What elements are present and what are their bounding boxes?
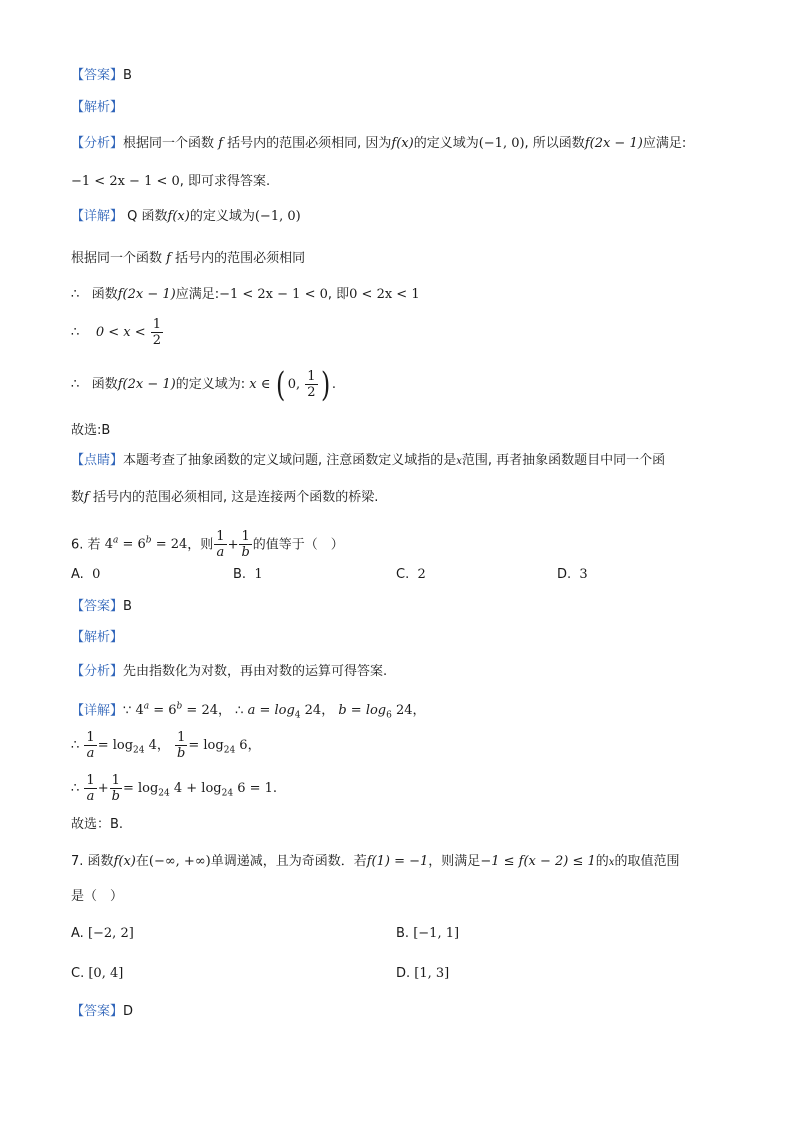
q7-choice-b[interactable] [396,924,459,944]
numerator: 1 [110,773,122,789]
math-part: = 6 [149,703,177,719]
math-part: = 24， [182,703,231,719]
therefore-symbol: ∴ [71,738,80,753]
fraction [175,730,187,761]
math-part: 4 [135,703,144,719]
math-part: 4 [104,537,113,553]
math-x: x [608,857,615,868]
math-inequality: 0 < x < [95,325,146,340]
denominator: a [86,789,95,804]
q6-fenxi [71,662,387,682]
fraction [110,773,122,804]
q7-choice-a[interactable] [71,924,134,944]
math-equation [97,738,170,756]
math-f: f [218,136,223,151]
math-equation [105,537,188,552]
xiangjie-tag: 【详解】 [71,209,124,224]
q6-choice-a[interactable] [71,565,100,585]
right-paren: ) [320,364,330,405]
math-domain: (−1, 0) [478,136,525,151]
question-text: 的 [595,854,609,869]
therefore-symbol: ∴ [71,325,80,340]
xiangjie-text: 的定义域为 [189,209,255,224]
math-equation [247,703,335,721]
fenxi-tag: 【分析】 [71,136,124,151]
answer-value: B [123,68,132,83]
math-part: 6 = 1. [233,781,278,796]
answer-tag: 【答案】 [71,599,124,614]
math-exponent: a [143,702,150,712]
fraction [239,529,251,560]
choice-label: A. [71,567,84,582]
question-text: ，则 [187,537,214,553]
q6-step2 [71,729,261,768]
denominator: b [241,545,250,561]
choice-value: 0 [92,567,101,582]
math-part: 24， [300,703,335,719]
choice-label: C. [396,567,410,582]
denominator: b [111,789,120,804]
fenxi-text: 根据同一个函数 [123,136,215,151]
q5-select [71,421,110,441]
choice-label: B. [233,567,247,582]
because-symbol: ∵ [123,703,132,719]
numerator: 1 [239,529,251,545]
numerator: 1 [307,369,316,384]
q6-stem [71,524,344,562]
fenxi-text: , 即可求得答案. [179,174,271,189]
math-f2x: f(2x − 1) [584,136,643,151]
choice-label: D. [396,966,411,981]
math-inequality: −1 ≤ f(x − 2) ≤ 1 [480,854,596,869]
question-number: 7. [71,854,84,869]
select-text: 故选:B [71,423,111,438]
q5-analysis-heading [71,98,123,118]
q7-answer [71,1002,133,1022]
question-text: ，则满足 [428,854,481,869]
dianjing-text: 本题考查了抽象函数的定义域问题, 注意函数定义域指的是 [123,453,457,468]
fenxi-tag: 【分析】 [71,664,124,679]
choice-value: 2 [417,567,426,582]
math-fx: f(x) [113,854,136,869]
fraction [214,529,226,560]
fraction [305,369,317,400]
q7-choice-c[interactable] [71,964,123,984]
math-inequality: −1 < 2x − 1 < 0 [219,287,328,302]
answer-value: D [123,1004,134,1019]
analysis-tag: 【解析】 [71,100,124,115]
fenxi-text: 应满足: [642,136,687,151]
question-text: 若 [87,537,101,553]
choice-label: A. [71,926,84,941]
math-fx: f(x) [391,136,414,151]
choice-value: 3 [579,567,588,582]
question-text: 函数 [87,854,114,869]
q6-xiangjie [71,697,426,726]
q5-step3 [71,316,164,350]
log-base: 4 [294,710,301,721]
step-text: 应满足: [175,287,220,302]
math-f2x: f(2x − 1) [117,287,176,302]
math-equation [122,781,278,799]
plus-sign: + [97,781,109,796]
denominator: 2 [307,385,316,400]
therefore-symbol: ∴ [235,703,244,719]
choice-value: [−1, 1] [413,926,460,941]
choice-value: [1, 3] [414,966,450,981]
numerator: 1 [216,529,225,545]
q7-stem-line2 [71,887,123,907]
math-domain: (−1, 0) [254,209,301,224]
denominator: b [177,746,186,761]
step-text: 函数 [91,377,118,392]
fenxi-text: 括号内的范围必须相同, 因为 [227,136,392,151]
answer-value: B [123,599,132,614]
math-part: a = log [247,703,295,719]
fenxi-text: 先由指数化为对数，再由对数的运算可得答案. [123,664,388,679]
choice-value: 1 [254,567,263,582]
q6-choice-d[interactable] [557,565,588,585]
q5-fenxi-line1 [71,134,686,154]
period: . [331,377,336,392]
fenxi-text: , 所以函数 [524,136,585,151]
q7-stem-line1 [71,852,679,873]
math-part: 4， [144,738,170,753]
q7-choice-d[interactable] [396,964,449,984]
math-fx: f(x) [167,209,190,224]
xiangjie-tag: 【详解】 [71,703,124,719]
answer-tag: 【答案】 [71,1004,124,1019]
choice-label: B. [396,926,410,941]
q6-step3 [71,772,277,811]
step-text: , 即 [327,287,350,302]
dianjing-text: 数 [71,490,85,505]
q5-step-same [71,249,305,269]
analysis-tag: 【解析】 [71,630,124,645]
fraction [151,317,163,348]
log-base: 24 [221,788,234,799]
question-text: 单调递减，且为奇函数．若 [210,854,367,869]
dianjing-text: 范围, 再者抽象函数题目中同一个函 [461,453,666,468]
therefore-symbol: ∴ [71,377,80,392]
answer-tag: 【答案】 [71,68,124,83]
numerator: 1 [175,730,187,746]
math-part: = log [188,738,224,753]
numerator: 1 [86,730,95,745]
numerator: 1 [152,317,162,332]
math-part: 6， [235,738,261,753]
q5-fenxi-line2 [71,172,270,192]
log-base: 6 [386,710,392,721]
math-f1: f(1) = −1 [366,854,429,869]
math-f: f [166,251,171,266]
step-text: 函数 [91,287,118,302]
math-f2x: f(2x − 1) [117,377,176,392]
math-x-in: x ∈ [249,377,271,392]
fenxi-text: 的定义域为 [413,136,479,151]
dianjing-tag: 【点睛】 [71,453,124,468]
fraction [84,730,96,761]
math-zero: 0, [287,377,301,392]
question-number: 6. [71,537,84,553]
math-x: x [456,456,462,467]
math-equation [338,703,426,721]
numerator: 1 [86,773,95,788]
q5-answer [71,66,132,86]
because-symbol: Q [127,209,138,224]
math-part: = 6 [118,537,146,553]
q5-dianjing-line2 [71,488,378,508]
math-part: = log [97,738,134,753]
math-exponent: b [176,702,183,712]
math-inequality: 0 < 2x < 1 [349,287,420,302]
math-part: 24， [391,703,426,719]
log-base: 24 [223,745,236,756]
select-text: 故选：B. [71,817,124,832]
math-interval: (−∞, +∞) [148,854,211,869]
q6-choice-b[interactable] [233,565,263,585]
step-text: 根据同一个函数 [71,251,163,266]
question-text: 是（ ） [71,889,124,904]
question-text: 的取值范围 [614,854,680,869]
q6-select [71,815,123,835]
q6-analysis-heading [71,628,123,648]
math-part: 4 + log [169,781,222,796]
math-f: f [84,490,89,505]
math-part: = 24 [151,537,188,553]
q6-choice-c[interactable] [396,565,426,585]
fraction [84,773,96,804]
choice-label: D. [557,567,572,582]
xiangjie-text: 函数 [141,209,168,224]
left-paren: ( [276,364,286,405]
q6-answer [71,597,132,617]
math-part: = log [122,781,159,796]
q5-dianjing-line1 [71,451,665,472]
denominator: 2 [152,333,162,348]
math-equation [188,738,261,756]
step-text: 括号内的范围必须相同 [175,251,306,266]
choice-value: [0, 4] [88,966,124,981]
therefore-symbol: ∴ [71,781,80,796]
math-exponent: b [145,536,152,546]
q5-step4 [71,366,336,404]
log-base: 24 [133,745,145,756]
math-inequality: −1 < 2x − 1 < 0 [71,174,180,189]
step-text: 的定义域为: [175,377,246,392]
math-equation [135,703,231,718]
question-text: 在 [135,854,149,869]
choice-value: [−2, 2] [87,926,134,941]
math-exponent: a [112,536,119,546]
q5-xiangjie [71,207,301,227]
therefore-symbol: ∴ [71,287,80,302]
log-base: 24 [158,788,170,799]
q5-step2 [71,285,420,305]
denominator: a [86,746,95,761]
choice-label: C. [71,966,85,981]
denominator: a [216,545,225,561]
math-part: b = log [338,703,387,719]
plus-sign: + [227,537,239,553]
question-text: 的值等于（ ） [252,537,344,553]
dianjing-text: 括号内的范围必须相同, 这是连接两个函数的桥梁. [92,490,379,505]
